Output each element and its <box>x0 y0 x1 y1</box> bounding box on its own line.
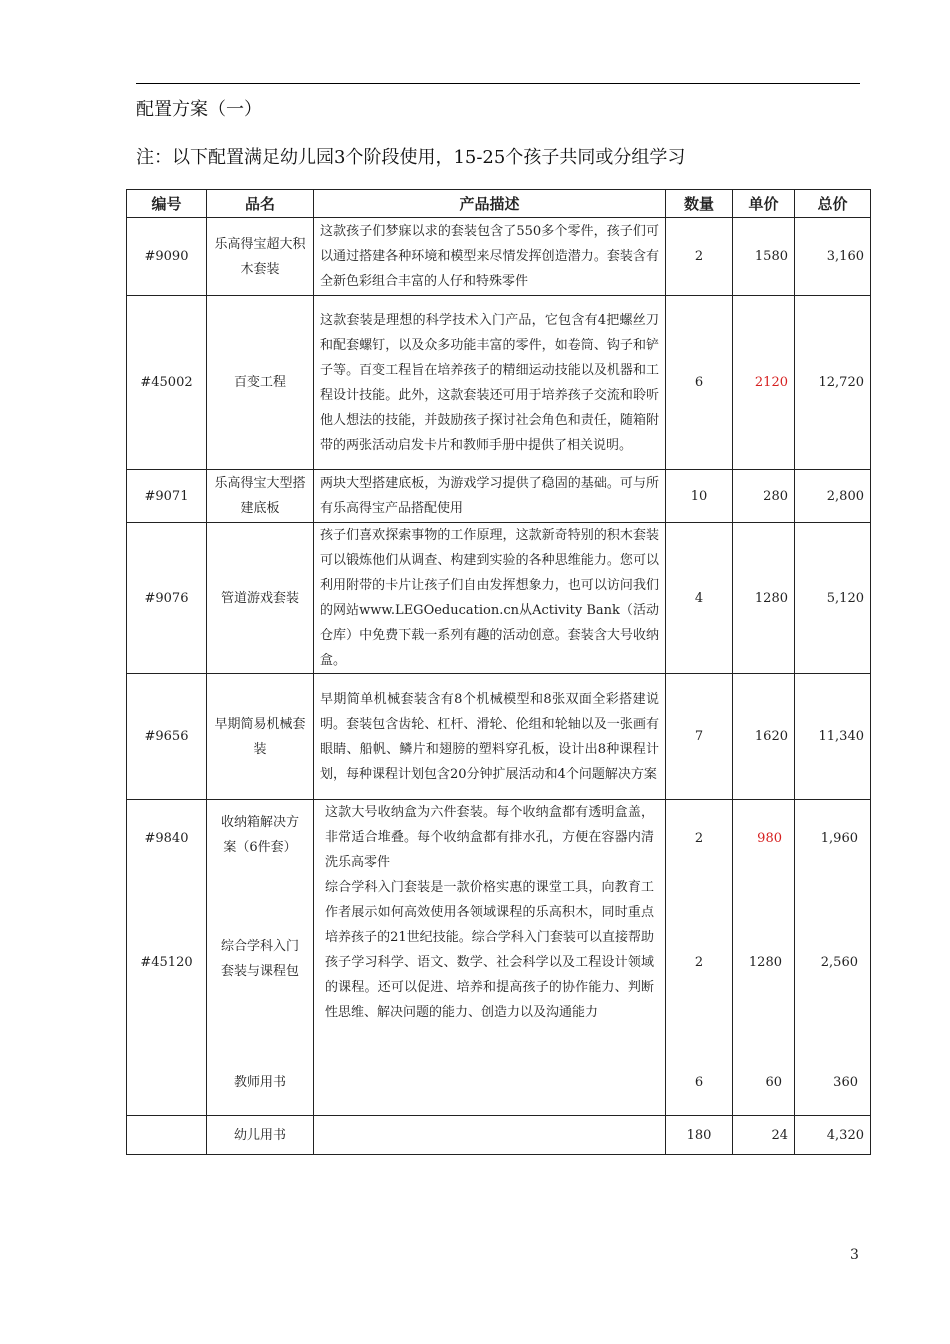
cell-name: 早期简易机械套装 <box>207 674 314 800</box>
cell-quantity: 6 <box>666 296 733 470</box>
cell-description: 两块大型搭建底板，为游戏学习提供了稳固的基础。可与所有乐高得宝产品搭配使用 <box>314 470 666 523</box>
header-total: 总价 <box>795 190 871 218</box>
cell-total: 1,960 <box>820 831 858 846</box>
cell-quantity: 2 <box>694 955 704 970</box>
page-number: 3 <box>850 1247 859 1263</box>
cell-total: 12,720 <box>795 296 871 470</box>
cell-name: 收纳箱解决方案（6件套） <box>220 815 299 855</box>
cell-description-stack <box>314 800 666 1116</box>
header-description: 产品描述 <box>314 190 666 218</box>
cell-quantity: 4 <box>666 523 733 674</box>
table-row-merged-block <box>127 800 871 1116</box>
cell-code <box>127 1116 207 1155</box>
configuration-note: 注：以下配置满足幼儿园3个阶段使用，15-25个孩子共同或分组学习 <box>136 147 686 168</box>
cell-code: #9076 <box>127 523 207 674</box>
header-code: 编号 <box>127 190 207 218</box>
section-heading: 配置方案（一） <box>136 99 262 120</box>
cell-quantity: 2 <box>694 831 704 846</box>
cell-unit-price: 24 <box>733 1116 795 1155</box>
cell-unit-price: 1620 <box>733 674 795 800</box>
cell-code: #45120 <box>140 955 193 970</box>
table-row <box>127 296 871 470</box>
cell-total: 2,800 <box>795 470 871 523</box>
cell-description: 早期简单机械套装含有8个机械模型和8张双面全彩搭建说明。套装包含齿轮、杠杆、滑轮、伦组和轮轴以及一张画有眼睛、船帆、鳞片和翅膀的塑料穿孔板，设计出8种课程计划，每种课程计划包含20分钟扩展活动和4个问题解决方案 <box>314 674 666 800</box>
cell-quantity: 7 <box>666 674 733 800</box>
cell-name-stack <box>207 800 314 1116</box>
cell-unit-price-stack <box>733 800 795 1116</box>
table-row <box>127 523 871 674</box>
cell-description <box>314 1116 666 1155</box>
cell-description: 孩子们喜欢探索事物的工作原理，这款新奇特别的积木套装可以锻炼他们从调查、构建到实验的各种思维能力。您可以利用附带的卡片让孩子们自由发挥想象力，也可以访问我们的网站www.LEGOeducation.cn从Activity Bank（活动仓库）中免费下载一系列有趣的活动创意。套装含大号收纳盒。 <box>314 523 666 674</box>
table-row <box>127 674 871 800</box>
cell-name: 教师用书 <box>233 1075 286 1090</box>
cell-total: 360 <box>833 1075 858 1090</box>
cell-name: 乐高得宝大型搭建底板 <box>207 470 314 523</box>
cell-name: 幼儿用书 <box>207 1116 314 1155</box>
cell-description: 这款大号收纳盒为六件套装。每个收纳盒都有透明盒盖，非常适合堆叠。每个收纳盒都有排水孔，方便在容器内清洗乐高零件 <box>325 805 654 870</box>
cell-name: 综合学科入门套装与课程包 <box>220 939 299 979</box>
table-row <box>127 470 871 523</box>
cell-name: 乐高得宝超大积木套装 <box>207 218 314 296</box>
table-header-row <box>127 190 871 218</box>
cell-code: #9840 <box>144 831 189 846</box>
header-quantity: 数量 <box>666 190 733 218</box>
cell-unit-price: 280 <box>733 470 795 523</box>
cell-name: 百变工程 <box>207 296 314 470</box>
cell-code: #9656 <box>127 674 207 800</box>
cell-quantity-stack <box>666 800 733 1116</box>
header-unit-price: 单价 <box>733 190 795 218</box>
cell-total: 11,340 <box>795 674 871 800</box>
cell-quantity: 180 <box>666 1116 733 1155</box>
cell-code: #9071 <box>127 470 207 523</box>
cell-total: 5,120 <box>795 523 871 674</box>
header-rule <box>136 83 860 84</box>
cell-description: 这款孩子们梦寐以求的套装包含了550多个零件，孩子们可以通过搭建各种环境和模型来尽情发挥创造潜力。套装含有全新色彩组合丰富的人仔和特殊零件 <box>314 218 666 296</box>
cell-description: 这款套装是理想的科学技术入门产品，它包含有4把螺丝刀和配套螺钉，以及众多功能丰富的零件，如卷筒、钩子和铲子等。百变工程旨在培养孩子的精细运动技能以及机器和工程设计技能。此外，这款套装还可用于培养孩子交流和聆听他人想法的技能，并鼓励孩子探讨社会角色和责任，随箱附带的两张活动启发卡片和教师手册中提供了相关说明。 <box>314 296 666 470</box>
cell-code: #45002 <box>127 296 207 470</box>
cell-quantity: 10 <box>666 470 733 523</box>
cell-code: #9090 <box>127 218 207 296</box>
cell-quantity: 2 <box>666 218 733 296</box>
cell-total: 2,560 <box>820 955 858 970</box>
table-row <box>127 1116 871 1155</box>
header-name: 品名 <box>207 190 314 218</box>
cell-unit-price-highlighted: 980 <box>757 831 782 846</box>
table-row <box>127 218 871 296</box>
cell-unit-price: 60 <box>765 1075 782 1090</box>
product-table <box>126 189 871 1155</box>
cell-code-stack <box>127 800 207 1116</box>
cell-quantity: 6 <box>694 1075 704 1090</box>
cell-unit-price-highlighted: 2120 <box>733 296 795 470</box>
cell-name: 管道游戏套装 <box>207 523 314 674</box>
cell-description: 综合学科入门套装是一款价格实惠的课堂工具，向教育工作者展示如何高效使用各领域课程的乐高积木，同时重点培养孩子的21世纪技能。综合学科入门套装可以直接帮助孩子学习科学、语文、数学、社会科学以及工程设计领域的课程。还可以促进、培养和提高孩子的协作能力、判断性思维、解决问题的能力、创造力以及沟通能力 <box>325 880 654 1020</box>
cell-total: 3,160 <box>795 218 871 296</box>
cell-total: 4,320 <box>795 1116 871 1155</box>
cell-unit-price: 1580 <box>733 218 795 296</box>
cell-unit-price: 1280 <box>733 523 795 674</box>
cell-total-stack <box>795 800 871 1116</box>
cell-unit-price: 1280 <box>748 955 782 970</box>
